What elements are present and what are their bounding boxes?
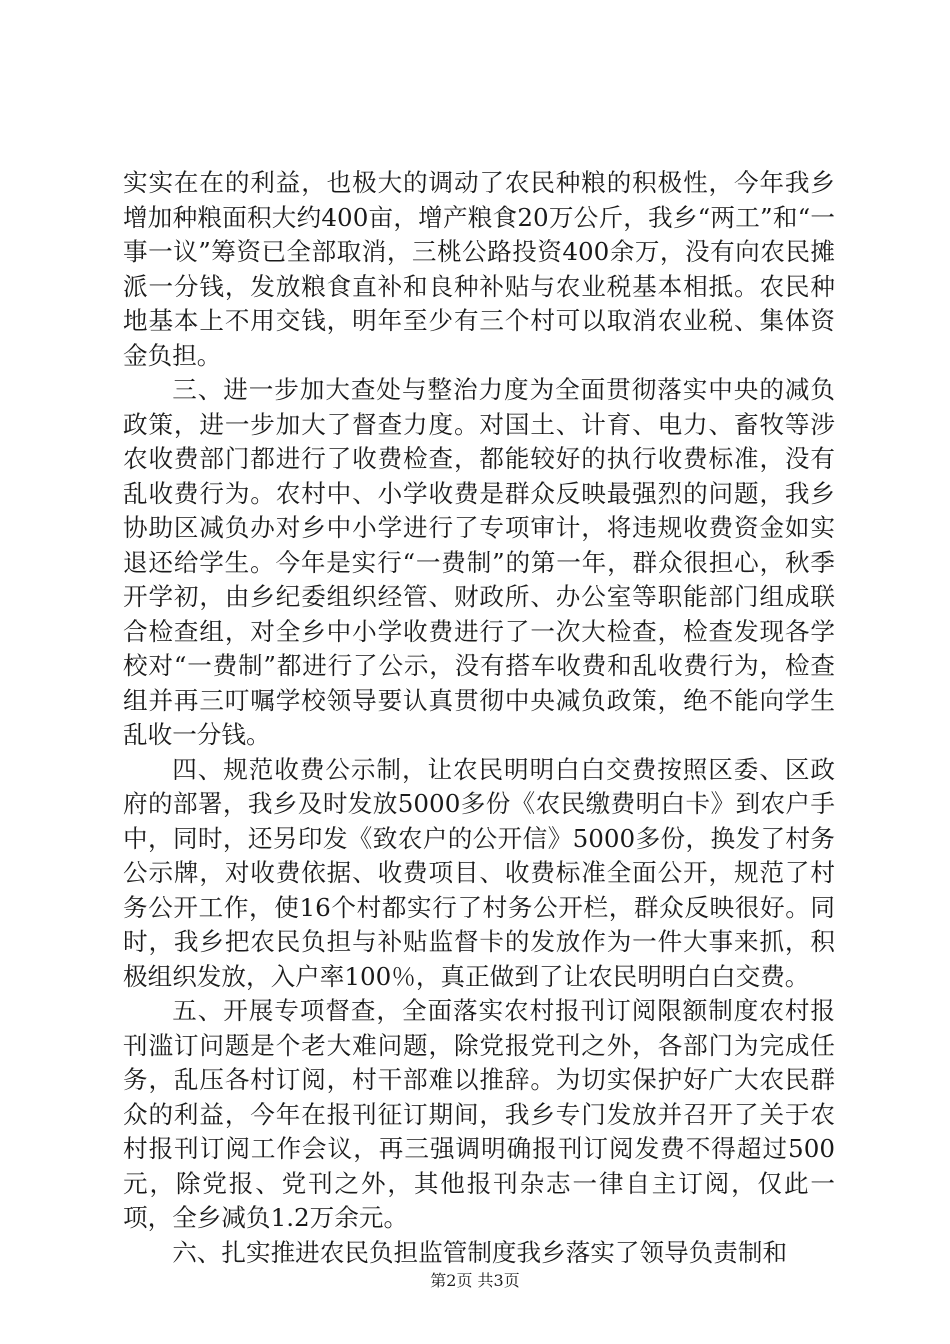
paragraph-section-6: 六、扎实推进农民负担监管制度我乡落实了领导负责制和 (172, 1237, 788, 1267)
page-number-footer: 第2页 共3页 (430, 1271, 520, 1290)
document-body (123, 166, 835, 1270)
paragraph-continuation: 实实在在的利益，也极大的调动了农民种粮的积极性，今年我乡增加种粮面积大约400亩，增产粮食20万公斤，我乡“两工”和“一事一议”筹资已全部取消，三桃公路投资400余万，没有向农民摊派一分钱，发放粮食直补和良种补贴与农业税基本相抵。农民种地基本上不用交钱，明年至少有三个村可以取消农业税、集体资金负担。 (123, 168, 835, 370)
paragraph-section-3: 三、进一步加大查处与整治力度为全面贯彻落实中央的减负政策，进一步加大了督查力度。对国土、计育、电力、畜牧等涉农收费部门都进行了收费检查，都能较好的执行收费标准，没有乱收费行为。农村中、小学收费是群众反映最强烈的问题，我乡协助区减负办对乡中小学进行了专项审计，将违规收费资金如实退还给学生。今年是实行“一费制”的第一年，群众很担心，秋季开学初，由乡纪委组织经管、财政所、办公室等职能部门组成联合检查组，对全乡中小学收费进行了一次大检查，检查发现各学校对“一费制”都进行了公示，没有搭车收费和乱收费行为，检查组并再三叮嘱学校领导要认真贯彻中央减负政策，绝不能向学生乱收一分钱。 (123, 375, 835, 749)
paragraph-section-5: 五、开展专项督查，全面落实农村报刊订阅限额制度农村报刊滥订问题是个老大难问题，除党报党刊之外，各部门为完成任务，乱压各村订阅，村干部难以推辞。为切实保护好广大农民群众的利益，今年在报刊征订期间，我乡专门发放并召开了关于农村报刊订阅工作会议，再三强调明确报刊订阅发费不得超过500元，除党报、党刊之外，其他报刊杂志一律自主订阅，仅此一项，全乡减负1.2万余元。 (123, 996, 835, 1232)
paragraph-section-4: 四、规范收费公示制，让农民明明白白交费按照区委、区政府的部署，我乡及时发放5000多份《农民缴费明白卡》到农户手中，同时，还另印发《致农户的公开信》5000多份，换发了村务公示牌，对收费依据、收费项目、收费标准全面公开，规范了村务公开工作，使16个村都实行了村务公开栏，群众反映很好。同时，我乡把农民负担与补贴监督卡的发放作为一件大事来抓，积极组织发放，入户率100％，真正做到了让农民明明白白交费。 (123, 754, 835, 991)
